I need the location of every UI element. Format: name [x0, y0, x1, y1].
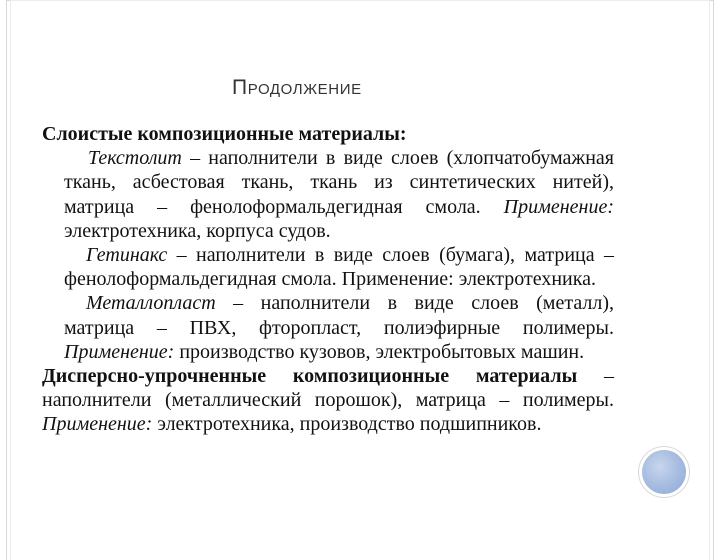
dispersion-text: – наполнители (металлический порошок), матрица – полимеры.	[42, 365, 615, 412]
heading-layered-materials: Слоистые композиционные материалы:	[42, 123, 407, 145]
slide-title	[232, 76, 362, 100]
paragraph-getinaks	[42, 243, 614, 291]
decorative-orb-icon	[642, 450, 686, 494]
term-metalloplast: Металлопласт	[86, 292, 216, 315]
slide-title-first-letter: П	[232, 76, 248, 99]
slide-title-rest: РОДОЛЖЕНИЕ	[247, 81, 362, 98]
term-getinaks: Гетинакс	[86, 244, 168, 267]
slide-body	[42, 122, 614, 437]
heading-dispersion: Дисперсно-упрочненные композиционные материалы	[42, 365, 578, 388]
tekstolit-application-label: Применение:	[503, 195, 614, 218]
paragraph-dispersion	[42, 364, 614, 437]
tekstolit-text: – наполнители в виде слоев (хлопчатобумажная ткань, асбестовая ткань, ткань из синтетических нитей), матрица – фенолоформальдегидная смола.	[64, 147, 614, 218]
metalloplast-text: – наполнители в виде слоев (металл), матрица – ПВХ, фторопласт, полиэфирные полимеры.	[64, 292, 614, 339]
tekstolit-application-text: электротехника, корпуса судов.	[64, 219, 331, 242]
dispersion-application-text: электротехника, производство подшипников.	[152, 413, 542, 436]
getinaks-text: – наполнители в виде слоев (бумага), матрица – фенолоформальдегидная смола. Применение: электротехника.	[64, 244, 614, 291]
metalloplast-application-label: Применение:	[64, 340, 175, 363]
dispersion-application-label: Применение:	[42, 413, 153, 436]
paragraph-tekstolit	[42, 146, 614, 243]
paragraph-metalloplast	[42, 291, 614, 364]
metalloplast-application-text: производство кузовов, электробытовых машин.	[174, 340, 585, 363]
term-tekstolit: Текстолит	[88, 147, 182, 170]
